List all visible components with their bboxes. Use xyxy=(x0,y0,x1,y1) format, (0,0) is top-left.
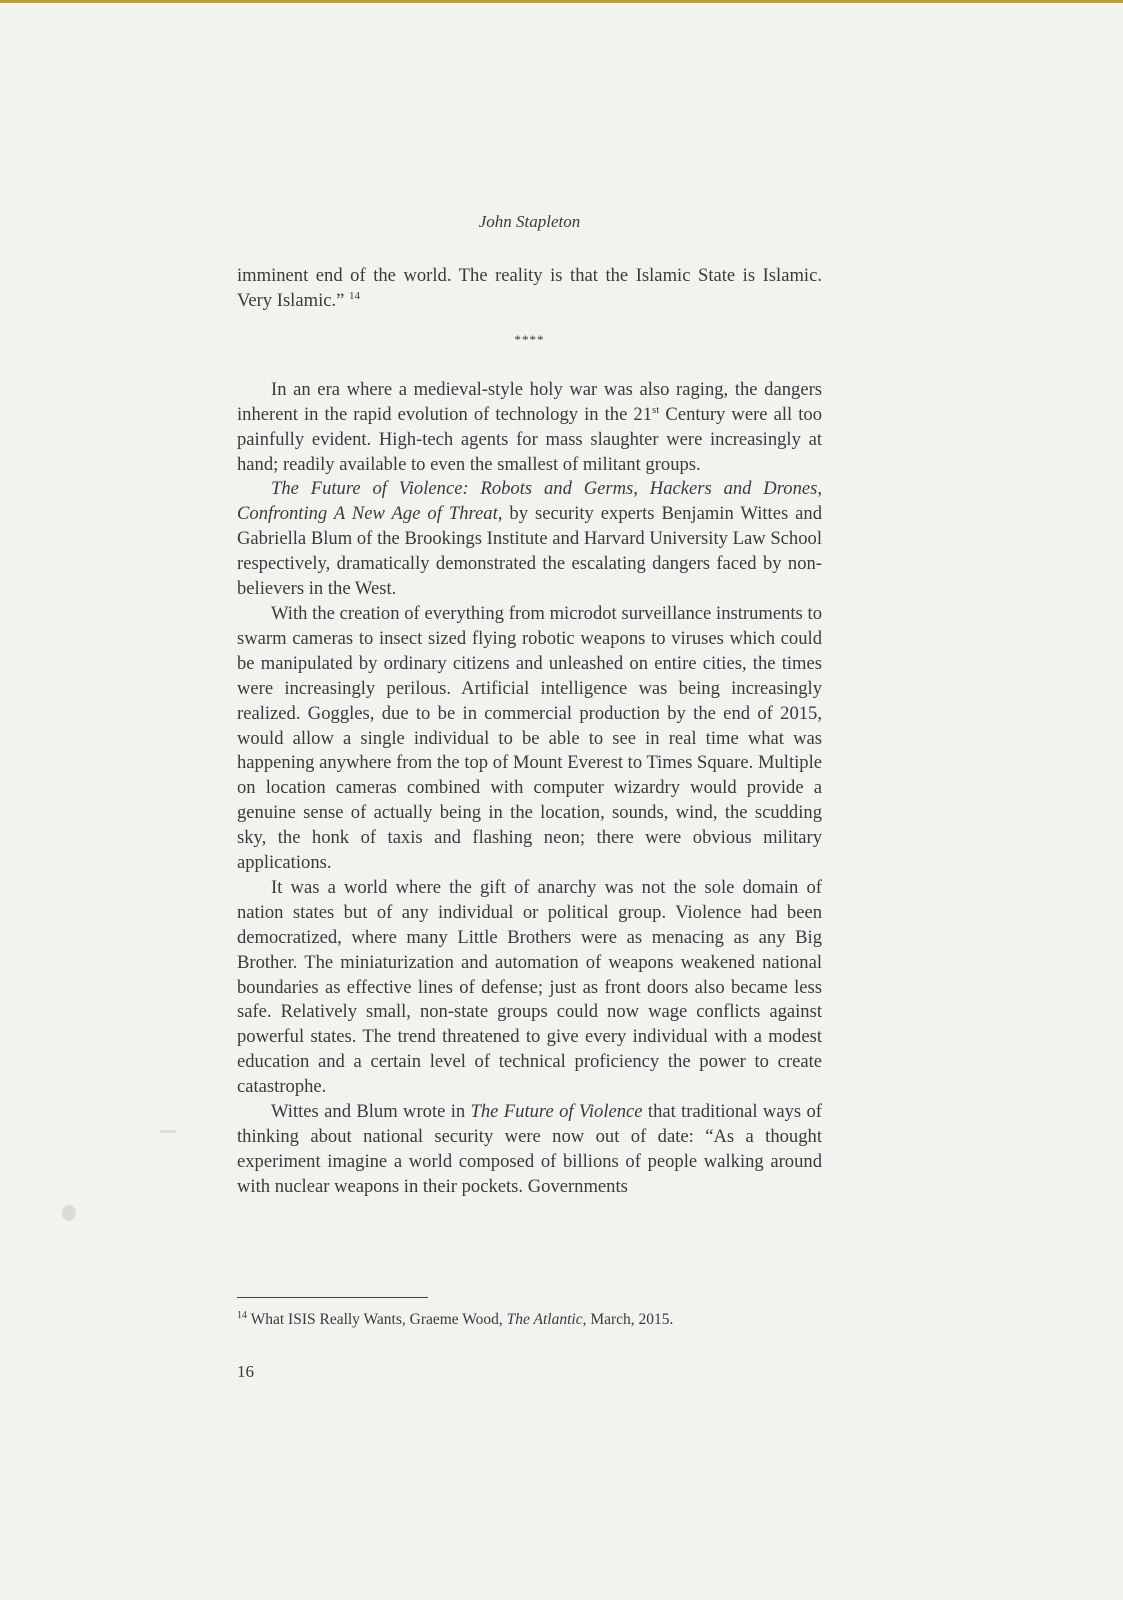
scan-speck xyxy=(62,1205,76,1221)
paragraph: It was a world where the gift of anarchy was not the sole domain of nation states but of any individual or political group. Violence had been democratized, where many Little Brothers were as menacing as any Big Brother. The miniaturization and automation of weapons weakened national boundaries as effective lines of defense; just as front doors also became less safe. Relatively small, non-state groups could now wage conflicts against powerful states. The trend threatened to give every individual with a modest education and a certain level of technical proficiency the power to create catastrophe. xyxy=(237,876,822,1098)
paragraph-text: by security experts Benjamin Wittes and Gabriella Blum of the Brookings Institute and Harvard University Law School respectively, dramatically demonstrated the escalating dangers faced by non-believers in the West. xyxy=(237,503,822,600)
paragraph-text: Century were all too painfully evident. High-tech agents for mass slaughter were increasingly at hand; readily available to even the smallest of militant groups. xyxy=(237,403,822,475)
footnote-text: What ISIS Really Wants, Graeme Wood, xyxy=(247,1311,507,1328)
section-separator: **** xyxy=(514,331,545,347)
book-title: The Future of Violence: Robots and Germs, Hackers and Drones, Confronting A New Age of Threat, xyxy=(237,478,822,525)
paragraph xyxy=(237,1100,822,1200)
footnote-divider xyxy=(237,1297,428,1298)
body-text xyxy=(237,264,822,1200)
paragraph xyxy=(237,477,822,602)
publication-title: The Atlantic xyxy=(506,1311,583,1328)
footnote-reference: 14 xyxy=(349,289,361,302)
paragraph-text: imminent end of the world. The reality is that the Islamic State is Islamic. Very Islamic.” xyxy=(237,265,822,311)
paragraph: With the creation of everything from microdot surveillance instruments to swarm cameras to insect sized flying robotic weapons to viruses which could be manipulated by ordinary citizens and unleashed on entire cities, the times were increasingly perilous. Artificial intelligence was being increasingly realized. Goggles, due to be in commercial production by the end of 2015, would allow a single individual to be able to see in real time what was happening anywhere from the top of Mount Everest to Times Square. Multiple on location cameras combined with computer wizardry would provide a genuine sense of actually being in the location, sounds, wind, the scudding sky, the honk of taxis and flashing neon; there were obvious military applications. xyxy=(237,602,822,874)
paragraph-continuation xyxy=(237,264,822,314)
ordinal-suffix: st xyxy=(652,403,660,416)
paragraph xyxy=(237,378,822,478)
paragraph-text: In an era where a medieval-style holy war was also raging, the dangers inherent in the rapid evolution of technology in the 21 xyxy=(237,378,822,425)
scan-speck xyxy=(160,1130,176,1133)
footnote-text: , March, 2015. xyxy=(582,1311,674,1328)
paragraph-text: that traditional ways of thinking about national security were now out of date: “As a thought experiment imagine a world composed of billions of people walking around with nuclear weapons in their pockets. Governments xyxy=(237,1101,822,1197)
paragraph-text: Wittes and Blum wrote in xyxy=(271,1101,471,1123)
page-top-edge xyxy=(0,0,1123,3)
running-head: John Stapleton xyxy=(478,212,581,231)
footnote xyxy=(237,1310,822,1330)
footnote-number: 14 xyxy=(237,1309,247,1321)
book-title: The Future of Violence xyxy=(470,1101,643,1123)
page-number: 16 xyxy=(237,1362,254,1381)
